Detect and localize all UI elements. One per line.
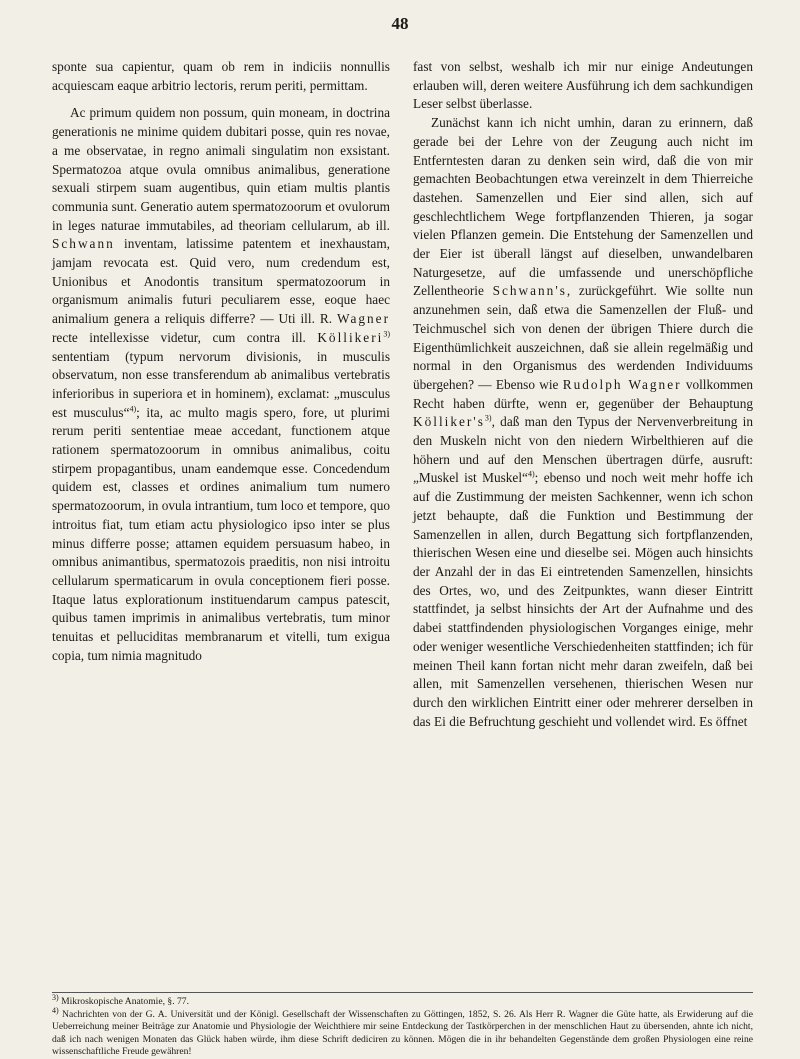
latin-text-segment: inventam, latissime patentem et inexhaustam, jamjam revocata est. Quid vero, num credendum est, Unionibus et Anodontis transitum spermatozoorum in organismum animalis futuri peculiarem esse, eoque haec animalium genera a reliquis differre? — Uti ill. R. <box>52 236 390 327</box>
german-text-segment: ; ebenso und noch weit mehr hoffe ich auf die Zustimmung der meisten Sachkenner, wenn ich schon jetzt behaupte, daß die Funktion und Bestimmung der Samenzellen in allen, durch Begattung sich fortpflanzenden, thierischen Wesen eine und dieselbe sei. Mögen auch hinsichts der Anzahl der in das Ei eintretenden Samenzellen, hinsichts des Ortes, wo, und des Zeitpunktes, wann dieser Eintritt stattfindet, ja selbst hinsichts der Art der Aufnahme und des dabei stattfindenden physiologischen Vorganges einige, mehr oder weniger wesentliche Verschiedenheiten stattfinden; ich für meinen Theil kann fortan nicht mehr daran zweifeln, daß bei allen, mit Samenzellen versehenen, thierischen Wesen nur durch den wirklichen Eintritt einer oder mehrerer derselben in das Ei die Befruchtung geschieht und vollendet wird. Es öffnet <box>413 470 754 729</box>
footnote-ref-3: 3) <box>484 413 492 423</box>
german-text-segment: Zunächst kann ich nicht umhin, daran zu erinnern, daß gerade bei der Lehre von der Zeugung auch nicht im Entferntesten daran zu denken sein wird, daß die von mir gemachten Beobachtungen etwa vereinzelt in dem Thierreiche dastehen. Samenzellen und Eier sind allen, sich auf geschlechtlichem Wege fortpflanzenden Thieren, ja sogar vielen Pflanzen gemein. Die Entstehung der Samenzellen und der Eier ist überall längst auf dieselben, unwandelbaren Naturgesetze, auf die umfassende und unerschöpfliche Zellentheorie <box>413 115 753 299</box>
author-name-schwann: Schwann's <box>492 283 567 299</box>
footnote-3-text: Mikroskopische Anatomie, §. 77. <box>61 996 189 1007</box>
author-name-koelliker: Köllikeri <box>317 329 384 345</box>
latin-text-segment: ; ita, ac multo magis spero, fore, ut plurimi rerum periti sententiae meae accedant, functionem atque rationem spermatozoorum in omnibus animalibus, coitu stirpem propagantibus, unam eandemque esse. Concedendum quidem est, classes et ordines animalium tum numero spermatozoorum, in ovula intrantium, tum loco et tempore, quo introitus fiat, tum etiam actu physiologico ipso inter se plus minus differre posse; attamen equidem persuasum habeo, in omnibus animantibus, spermatozois praeditis, non nisi introitu cellularum spermaticarum in ovula conceptionem fieri posse. Itaque latus explorationum instituendarum campus patescit, quibus tamen imprimis in animalibus vertebratis, tum minor tenuitas et pelluciditas membranarum et vitelli, tum exigua copia, tum nimia magnitudo <box>52 404 390 663</box>
author-name-schwann: Schwann <box>52 236 115 252</box>
latin-text-segment: Ac primum quidem non possum, quin moneam, in doctrina generationis ne minime quidem dubitari posse, quin res novae, a me observatae, in regno animali singulatim non exsistant. Spermatozoa atque ovula omnibus animalibus, generatione sexuali stirpem suam augentibus, quin etiam multis plantis communia sunt. Generatio autem spermatozoorum et ovulorum in leges naturae immutabiles, ad theoriam cellularum, ab ill. <box>52 105 390 233</box>
footnote-ref-4: 4) <box>527 470 535 480</box>
footnote-4-text: Nachrichten von der G. A. Universität und der Königl. Gesellschaft der Wissenschaften zu Göttingen, 1852, S. 26. Als Herr R. Wagner die Güte hatte, als Erwiderung auf die Ueberreichung meiner Beiträge zur Anatomie und Physiologie der Weichthiere mir seine Entdeckung der Tastkörperchen in der menschlichen Haut zu übersenden, ahnte ich nicht, daß ich nach wenigen Monaten das Glück haben würde, ihm diese Schrift dediciren zu können. Mögen die in ihr behandelten Gegenstände dem großen Physiologen eine reine wissenschaftliche Freude gewähren! <box>52 1008 753 1057</box>
german-text-segment: vollkommen Recht haben dürfte, wenn er, gegenüber der Behauptung <box>413 376 754 411</box>
author-name-koelliker: Kölliker's <box>413 414 485 430</box>
footnote-4 <box>52 1005 753 1059</box>
latin-column <box>52 58 390 666</box>
footnote-mark-3: 3) <box>52 992 59 1002</box>
german-text-segment: , daß man den Typus der Nervenverbreitung in den Muskeln nicht von den niedern Wirbelthieren auf die höhern und auf den Menschen übertragen dürfe, ausruft: „Muskel ist Muskel“ <box>413 414 753 486</box>
latin-paragraph-2 <box>52 104 390 665</box>
author-name-rudolph-wagner: Rudolph Wagner <box>562 376 682 392</box>
german-paragraph-2 <box>413 114 753 731</box>
footnote-3 <box>52 992 753 1009</box>
footnote-ref-4: 4) <box>129 404 137 414</box>
german-column <box>413 58 753 731</box>
author-name-wagner: Wagner <box>336 311 390 327</box>
footnotes <box>52 992 753 1059</box>
latin-text-segment: recte intellexisse videtur, cum contra ill. <box>52 329 306 345</box>
footnote-mark-4: 4) <box>52 1005 59 1015</box>
page-number: 48 <box>391 14 409 33</box>
footnote-ref-3: 3) <box>383 329 391 339</box>
latin-text-segment: sententiam (typum nervorum divisionis, in musculis observatum, non esse transferendum ab animalibus vertebratis inferioribus in superiora et in hominem), exclamat: „musculus est musculus“ <box>52 348 390 420</box>
latin-paragraph-1: sponte sua capientur, quam ob rem in indiciis nonnullis acquiescam eaque arbitrio lectoris, rerum periti, permittam. <box>52 59 390 93</box>
german-paragraph-1: fast von selbst, weshalb ich mir nur einige Andeutungen erlauben will, deren weitere Ausführung ich dem sachkundigen Leser selbst überlasse. <box>413 59 753 112</box>
german-text-segment: , zurückgeführt. Wie sollte nun anzunehmen sein, daß etwa die Samenzellen der Fluß- und Teichmuschel sich von denen der übrigen Thiere durch die Eigenthümlichkeit auszeichnen, daß sie allein regelmäßig und normal in den Organismus des werdenden Individuums übergehen? — Ebenso wie <box>413 283 753 392</box>
